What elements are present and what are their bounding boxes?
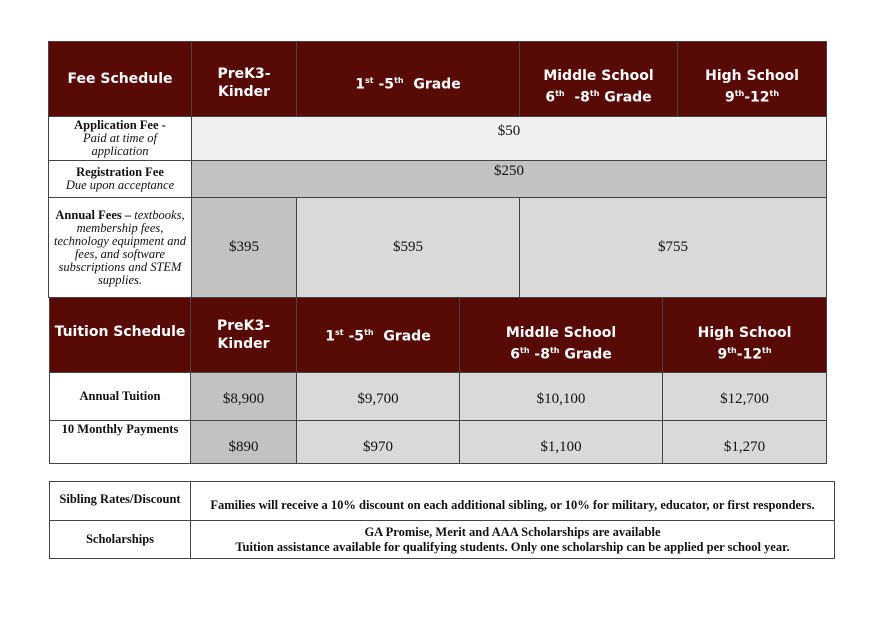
col-sub: 9th-12th	[717, 346, 772, 363]
col-label: Middle School	[543, 68, 654, 85]
note: textbooks, membership fees, technology equipment and fees, and software subscriptions and STEM supplies.	[54, 207, 186, 287]
monthly-high	[662, 420, 827, 464]
monthly-middle	[459, 420, 663, 464]
fee-col-middle	[519, 41, 678, 117]
value: $9,700	[357, 391, 399, 407]
col-label: PreK3-Kinder	[217, 66, 271, 100]
line1: GA Promise, Merit and AAA Scholarships are available	[364, 524, 661, 539]
note: Paid at time of application	[83, 131, 157, 158]
col-label: PreK3-Kinder	[216, 318, 271, 352]
tuition-col-middle	[459, 297, 663, 373]
value: $10,100	[536, 391, 586, 407]
registration-fee-value	[191, 160, 827, 198]
fee-schedule-title	[48, 41, 192, 117]
value: $890	[228, 438, 259, 455]
registration-fee-label	[48, 160, 192, 198]
monthly-payments-label	[49, 420, 191, 464]
label: Scholarships	[85, 532, 155, 546]
annual-tuition-prek	[190, 372, 297, 421]
col-label: Middle School	[505, 325, 617, 342]
label: Annual Fees –	[55, 207, 135, 222]
title: Tuition Schedule	[54, 324, 186, 340]
fee-col-high	[677, 41, 827, 117]
value: $250	[494, 163, 524, 179]
fee-col-prek	[191, 41, 297, 117]
value: $595	[393, 239, 423, 255]
tuition-col-prek	[190, 297, 297, 373]
annual-tuition-high	[662, 372, 827, 421]
value: $1,100	[540, 438, 582, 455]
sibling-label	[49, 481, 191, 521]
annual-fee-middle-high	[519, 197, 827, 298]
value: $1,270	[723, 438, 766, 455]
label: 10 Monthly Payments	[61, 422, 179, 436]
tuition-schedule-title	[49, 297, 191, 373]
text: Families will receive a 10% discount on each additional sibling, or 10% for military, educator, or first responders.	[210, 497, 815, 512]
line2: Tuition assistance available for qualifying students. Only one scholarship can be applied per school year.	[235, 539, 790, 554]
annual-tuition-middle	[459, 372, 663, 421]
col-sub: 9th-12th	[724, 89, 780, 106]
annual-fee-1-5	[296, 197, 520, 298]
annual-tuition-1-5	[296, 372, 460, 421]
value: $970	[363, 438, 393, 455]
label: Registration Fee	[76, 165, 164, 179]
scholarships-text	[190, 520, 835, 559]
application-fee-value	[191, 116, 827, 161]
label: Annual Tuition	[79, 389, 161, 403]
value: $12,700	[720, 391, 769, 407]
annual-tuition-label	[49, 372, 191, 421]
value: $755	[658, 239, 688, 255]
note: Due upon acceptance	[65, 178, 175, 192]
tuition-col-1-5	[296, 297, 460, 373]
sibling-text	[190, 481, 835, 521]
value: $395	[229, 239, 259, 255]
label: Application Fee -	[74, 118, 166, 132]
col-label: High School	[697, 325, 792, 342]
col-label: High School	[705, 68, 799, 85]
scholarships-label	[49, 520, 191, 559]
fee-col-1-5	[296, 41, 520, 117]
col-sub: 6th -8th Grade	[545, 89, 652, 106]
value: $8,900	[222, 391, 265, 407]
monthly-1-5	[296, 420, 460, 464]
value: $50	[497, 123, 521, 139]
col-label: 1st -5th Grade	[325, 328, 431, 345]
annual-fee-prek	[191, 197, 297, 298]
tuition-col-high	[662, 297, 827, 373]
col-sub: 6th -8th Grade	[510, 346, 612, 363]
application-fee-label	[48, 116, 192, 161]
col-label: 1st -5th Grade	[355, 76, 461, 93]
monthly-prek	[190, 420, 297, 464]
label: Sibling Rates/Discount	[59, 492, 181, 506]
annual-fees-label	[48, 197, 192, 298]
fee-title-text: Fee Schedule	[67, 71, 173, 87]
